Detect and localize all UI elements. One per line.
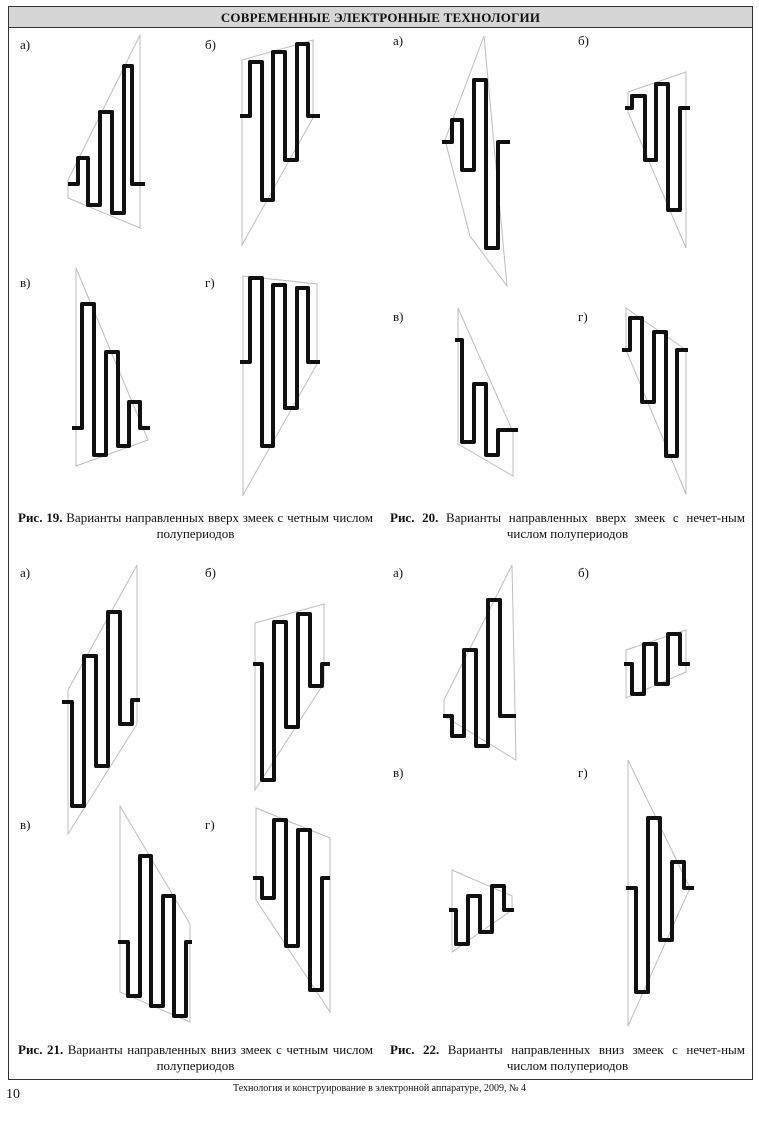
fig19-caption-text: Варианты направленных вверх змеек с четным числом полупериодов	[66, 510, 374, 541]
page-number: 10	[6, 1087, 20, 1102]
fig22-label-v: в)	[393, 765, 404, 780]
fig21-g-trace	[253, 820, 330, 990]
fig19-label-b: б)	[205, 37, 216, 52]
fig20-b-trace	[625, 84, 690, 210]
fig19-a-outline	[68, 35, 140, 228]
fig22-label-g: г)	[578, 765, 588, 780]
fig19-b-outline	[242, 40, 313, 245]
fig20-g-trace	[622, 318, 688, 456]
fig22-caption-text: Варианты направленных вниз змеек с нечет-ным числом полупериодов	[447, 1042, 746, 1073]
page-header: СОВРЕМЕННЫЕ ЭЛЕКТРОННЫЕ ТЕХНОЛОГИИ	[8, 6, 753, 28]
fig20-label-v: в)	[393, 309, 404, 324]
fig19-caption-number: Рис. 19.	[18, 510, 63, 525]
fig21-label-a: а)	[20, 565, 31, 580]
fig20-caption-text: Варианты направленных вверх змеек с нечет-ным числом полупериодов	[446, 510, 746, 541]
fig21-v-outline	[120, 806, 190, 1022]
fig20-caption	[390, 510, 745, 542]
fig22-caption	[390, 1042, 745, 1074]
fig22-g-trace	[626, 818, 694, 992]
fig19-v-outline	[76, 268, 148, 466]
fig19-g-outline	[243, 276, 317, 495]
fig21-caption-text: Варианты направленных вниз змеек с четным числом полупериодов	[67, 1042, 374, 1073]
fig22-label-a: а)	[393, 565, 404, 580]
fig20-a-trace	[442, 80, 510, 248]
fig21-label-v: в)	[20, 817, 31, 832]
fig19-g-trace	[240, 278, 320, 446]
fig22-label-b: б)	[578, 565, 589, 580]
fig21-a-trace	[62, 612, 140, 806]
fig19-caption	[18, 510, 373, 542]
fig22-b-trace	[624, 634, 690, 694]
fig21-caption-number: Рис. 21.	[18, 1042, 64, 1057]
fig22-caption-number: Рис. 22.	[390, 1042, 440, 1057]
fig21-b-trace	[253, 614, 330, 780]
fig19-label-a: а)	[20, 37, 31, 52]
fig22-a-outline	[444, 565, 516, 760]
fig20-label-g: г)	[578, 309, 588, 324]
fig21-label-g: г)	[205, 817, 215, 832]
fig20-label-b: б)	[578, 33, 589, 48]
fig19-label-v: в)	[20, 275, 31, 290]
fig19-v-trace	[72, 304, 150, 455]
fig19-label-g: г)	[205, 275, 215, 290]
fig22-a-trace	[443, 600, 516, 746]
fig21-v-trace	[118, 856, 192, 1016]
fig21-a-outline	[68, 565, 137, 834]
fig21-caption	[18, 1042, 373, 1074]
fig21-label-b: б)	[205, 565, 216, 580]
fig20-caption-number: Рис. 20.	[390, 510, 439, 525]
fig19-a-trace	[68, 66, 145, 213]
fig20-label-a: а)	[393, 33, 404, 48]
journal-footer: Технология и конструирование в электронной аппаратуре, 2009, № 4	[232, 1083, 527, 1094]
fig21-g-outline	[256, 808, 330, 1012]
fig21-b-outline	[255, 604, 324, 790]
fig20-v-trace	[455, 340, 518, 455]
